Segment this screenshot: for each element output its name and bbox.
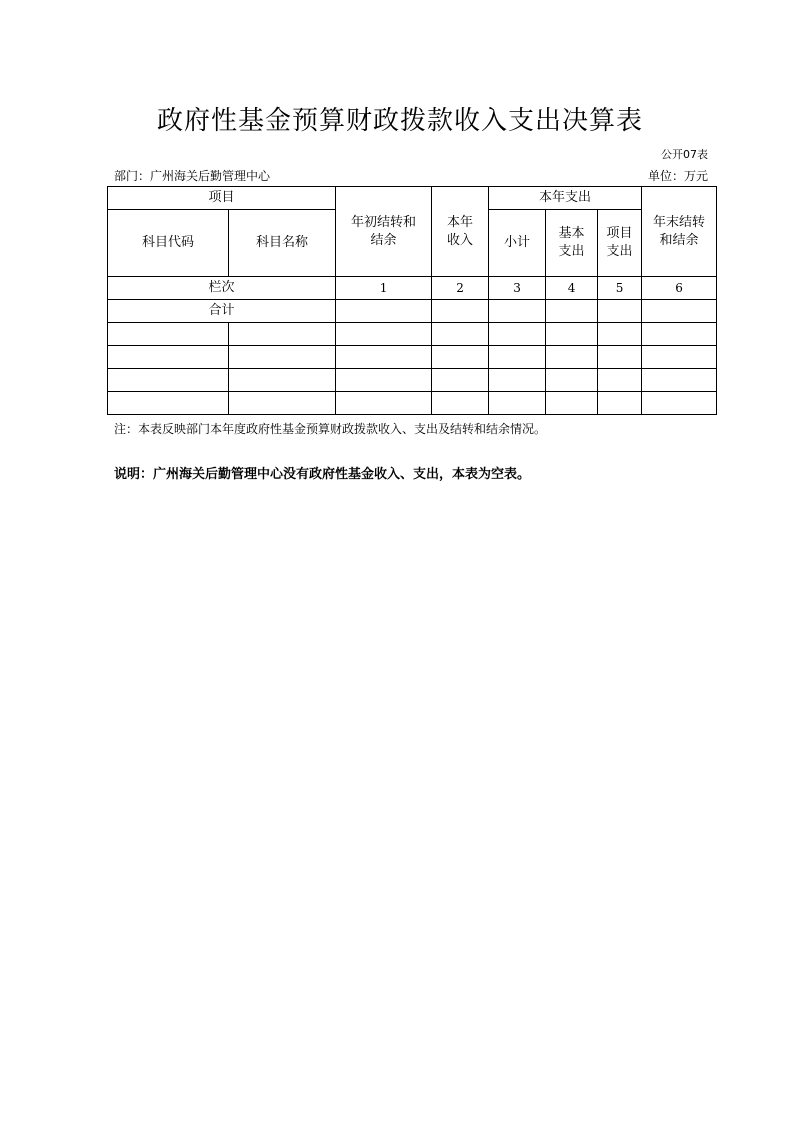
- table-cell: [546, 346, 598, 369]
- budget-table: [107, 186, 717, 415]
- table-cell: [489, 346, 546, 369]
- table-cell: [229, 369, 336, 392]
- col-number-4: 4: [546, 277, 598, 300]
- form-number: 公开07表: [661, 148, 708, 161]
- table-cell: [108, 346, 229, 369]
- header-subject-name: 科目名称: [229, 210, 336, 277]
- table-cell: [546, 369, 598, 392]
- header-closing-balance: 年末结转和结余: [642, 187, 717, 277]
- col-number-6: 6: [642, 277, 717, 300]
- table-cell: [432, 369, 489, 392]
- table-cell: [229, 392, 336, 415]
- department-label: 部门：广州海关后勤管理中心: [114, 169, 271, 183]
- explanation-text: 说明：广州海关后勤管理中心没有政府性基金收入、支出，本表为空表。: [114, 467, 531, 482]
- table-cell: [108, 323, 229, 346]
- table-cell: [642, 392, 717, 415]
- table-cell: [546, 323, 598, 346]
- table-cell: [336, 300, 432, 323]
- header-project-expenditure: 项目支出: [598, 210, 642, 277]
- table-cell: [336, 369, 432, 392]
- table-row: [108, 392, 717, 415]
- col-number-5: 5: [598, 277, 642, 300]
- table-cell: [432, 346, 489, 369]
- unit-label: 单位：万元: [647, 169, 708, 183]
- table-cell: [642, 300, 717, 323]
- table-cell: [598, 300, 642, 323]
- table-cell: [598, 323, 642, 346]
- table-cell: [598, 392, 642, 415]
- table-cell: [432, 300, 489, 323]
- table-cell: [108, 392, 229, 415]
- table-note: 注：本表反映部门本年度政府性基金预算财政拨款收入、支出及结转和结余情况。: [114, 422, 547, 436]
- table-cell: [642, 323, 717, 346]
- header-subject-code: 科目代码: [108, 210, 229, 277]
- table-row: [108, 369, 717, 392]
- table-row: [108, 323, 717, 346]
- table-cell: [489, 369, 546, 392]
- table-cell: [229, 346, 336, 369]
- row-number-label: 栏次: [108, 277, 336, 300]
- table-cell: [642, 346, 717, 369]
- table-cell: [489, 300, 546, 323]
- col-number-3: 3: [489, 277, 546, 300]
- header-project: 项目: [108, 187, 336, 210]
- table-cell: [108, 369, 229, 392]
- table-cell: [598, 346, 642, 369]
- header-subtotal: 小计: [489, 210, 546, 277]
- header-current-expenditure: 本年支出: [489, 187, 642, 210]
- table-cell: [432, 392, 489, 415]
- table-row: [108, 346, 717, 369]
- table-cell: [432, 323, 489, 346]
- table-cell: [489, 392, 546, 415]
- col-number-1: 1: [336, 277, 432, 300]
- header-basic-expenditure: 基本支出: [546, 210, 598, 277]
- table-cell: [229, 323, 336, 346]
- page-title: 政府性基金预算财政拨款收入支出决算表: [156, 106, 643, 136]
- table-cell: [336, 392, 432, 415]
- total-label: 合计: [108, 300, 336, 323]
- col-number-2: 2: [432, 277, 489, 300]
- table-cell: [598, 369, 642, 392]
- header-opening-balance: 年初结转和结余: [336, 187, 432, 277]
- table-cell: [546, 300, 598, 323]
- table-cell: [336, 323, 432, 346]
- table-cell: [336, 346, 432, 369]
- header-current-income: 本年收入: [432, 187, 489, 277]
- table-cell: [546, 392, 598, 415]
- table-cell: [489, 323, 546, 346]
- table-cell: [642, 369, 717, 392]
